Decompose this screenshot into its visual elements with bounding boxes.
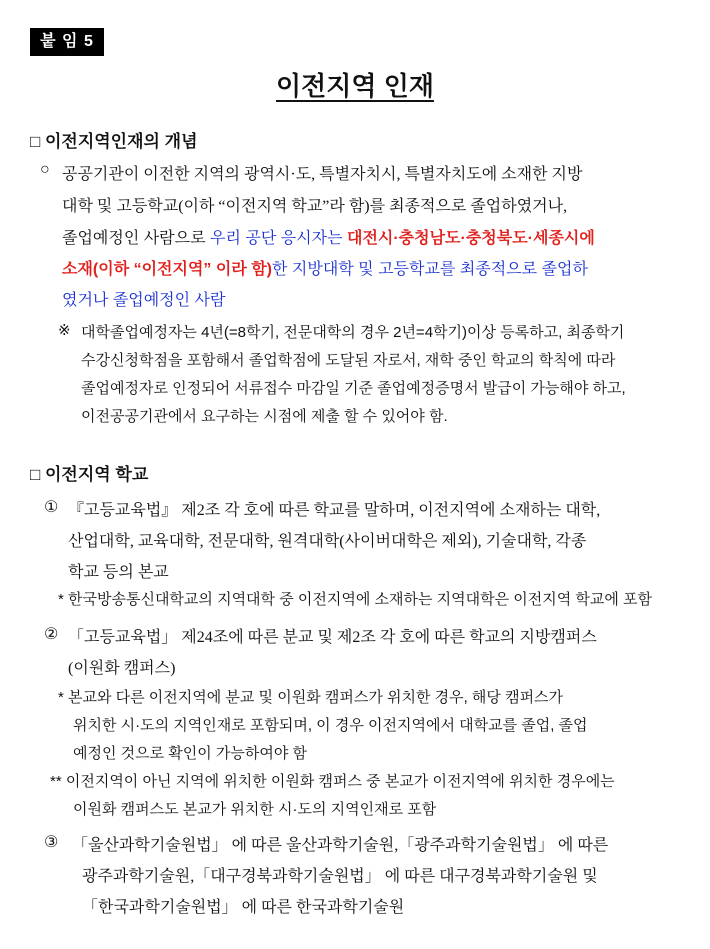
item-2-note-1-line-2: 위치한 시·도의 지역인재로 포함되며, 이 경우 이전지역에서 대학교를 졸업, 졸업 — [73, 717, 588, 734]
item-2-note-1-line-3: 예정인 것으로 확인이 가능하여야 함 — [73, 745, 308, 762]
concept-region-highlight: 대전시·충청남도·충청북도·세종시에 — [346, 230, 595, 247]
item-2-note-1-line-1: * 본교와 다른 이전지역에 분교 및 이원화 캠퍼스가 위치한 경우, 해당 캠퍼스가 — [58, 689, 564, 706]
item-1-line-1: 『고등교육법』 제2조 각 호에 따른 학교를 말하며, 이전지역에 소재하는 대학, — [68, 502, 601, 519]
concept-region-highlight-2: 소재(이하 “이전지역” 이라 함) — [62, 261, 273, 278]
section-heading-concept: □ 이전지역인재의 개념 — [30, 132, 198, 151]
note-line-2: 수강신청학점을 포함해서 졸업학점에 도달된 자로서, 재학 중인 학교의 학칙에 따라 — [81, 352, 616, 369]
attachment-badge: 붙 임 5 — [30, 28, 104, 56]
item-1-note: * 한국방송통신대학교의 지역대학 중 이전지역에 소재하는 지역대학은 이전지역 학교에 포함 — [58, 591, 652, 608]
item-2-line-2: (이원화 캠퍼스) — [68, 660, 176, 677]
note-line-1: 대학졸업예정자는 4년(=8학기, 전문대학의 경우 2년=4학기)이상 등록하고, 최종학기 — [81, 324, 625, 341]
page-title-text: 이전지역 인재 — [276, 71, 434, 101]
concept-line-4b: 한 지방대학 및 고등학교를 최종적으로 졸업하 — [272, 261, 588, 278]
concept-line-4 — [62, 256, 588, 279]
bullet-circle: ○ — [40, 161, 50, 178]
item-1-number: ① — [44, 499, 59, 516]
concept-line-3 — [62, 225, 595, 248]
concept-line-3a: 졸업예정인 사람으로 — [62, 230, 210, 247]
item-3-line-2: 광주과학기술원,「대구경북과학기술원법」 에 따른 대구경북과학기술원 및 — [82, 868, 598, 885]
concept-line-3b: 우리 공단 응시자는 — [210, 230, 347, 247]
note-mark: ※ — [58, 322, 71, 339]
item-3-line-1: 「울산과학기술원법」 에 따른 울산과학기술원,「광주과학기술원법」 에 따른 — [72, 837, 609, 854]
item-2-number: ② — [44, 626, 59, 643]
item-1-line-3: 학교 등의 본교 — [68, 564, 169, 581]
item-2-line-1: 「고등교육법」 제24조에 따른 분교 및 제2조 각 호에 따른 학교의 지방캠퍼스 — [68, 629, 597, 646]
note-line-4: 이전공공기관에서 요구하는 시점에 제출 할 수 있어야 함. — [81, 408, 448, 425]
item-3-line-3: 「한국과학기술원법」 에 따른 한국과학기술원 — [82, 899, 405, 916]
item-2-note-2-line-2: 이원화 캠퍼스도 본교가 위치한 시·도의 지역인재로 포함 — [73, 801, 437, 818]
note-line-3: 졸업예정자로 인정되어 서류접수 마감일 기준 졸업예정증명서 발급이 가능해야 하고, — [81, 380, 626, 397]
section-heading-schools: □ 이전지역 학교 — [30, 465, 149, 484]
concept-line-2: 대학 및 고등학교(이하 “이전지역 학교”라 함)를 최종적으로 졸업하였거나, — [62, 198, 568, 215]
concept-line-1: 공공기관이 이전한 지역의 광역시·도, 특별자치시, 특별자치도에 소재한 지방 — [62, 166, 583, 183]
page-title — [0, 66, 710, 103]
item-1-line-2: 산업대학, 교육대학, 전문대학, 원격대학(사이버대학은 제외), 기술대학, 각종 — [68, 533, 587, 550]
item-2-note-2-line-1: ** 이전지역이 아닌 지역에 위치한 이원화 캠퍼스 중 본교가 이전지역에 위치한 경우에는 — [50, 773, 615, 790]
item-3-number: ③ — [44, 834, 59, 851]
concept-line-5: 였거나 졸업예정인 사람 — [62, 292, 226, 309]
